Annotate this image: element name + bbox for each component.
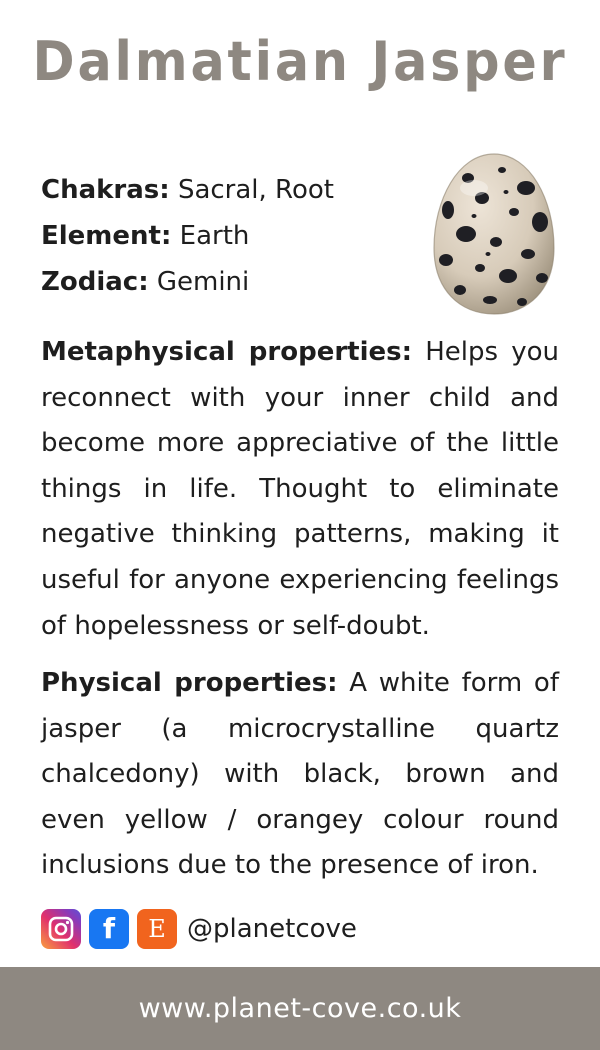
chakras-value: Sacral, Root xyxy=(177,175,334,205)
physical-label: Physical properties: xyxy=(41,668,338,698)
facebook-glyph: f xyxy=(102,912,116,945)
element-row xyxy=(41,216,334,262)
instagram-icon[interactable] xyxy=(41,909,81,949)
physical-text: A white form of jasper (a microcrystalline quartz chalcedony) with black, brown and even yellow / orangey colour round inclusions due to the presence of iron. xyxy=(41,668,559,881)
footer-bar xyxy=(0,967,600,1050)
chakras-row xyxy=(41,170,334,216)
zodiac-row xyxy=(41,262,334,308)
physical-properties xyxy=(41,661,559,889)
stone-attributes xyxy=(41,170,334,308)
social-links xyxy=(41,907,357,951)
metaphysical-text: Helps you reconnect with your inner child and become more appreciative of the little things in life. Thought to eliminate negative thinking patterns, making it useful for anyone experiencing feelings of hopelessness or self-doubt. xyxy=(41,337,560,641)
zodiac-value: Gemini xyxy=(156,267,250,297)
facebook-icon[interactable] xyxy=(89,909,129,949)
chakras-label: Chakras: xyxy=(41,175,170,205)
etsy-icon[interactable] xyxy=(137,909,177,949)
element-label: Element: xyxy=(41,221,172,251)
metaphysical-properties xyxy=(41,330,559,649)
metaphysical-label: Metaphysical properties: xyxy=(41,337,413,367)
dalmatian-jasper-stone-image xyxy=(430,150,558,318)
website-url[interactable]: www.planet-cove.co.uk xyxy=(138,993,462,1024)
zodiac-label: Zodiac: xyxy=(41,267,149,297)
element-value: Earth xyxy=(179,221,250,251)
social-handle[interactable]: @planetcove xyxy=(187,914,357,944)
etsy-glyph: E xyxy=(148,915,166,943)
page-title: Dalmatian Jasper xyxy=(32,30,568,93)
